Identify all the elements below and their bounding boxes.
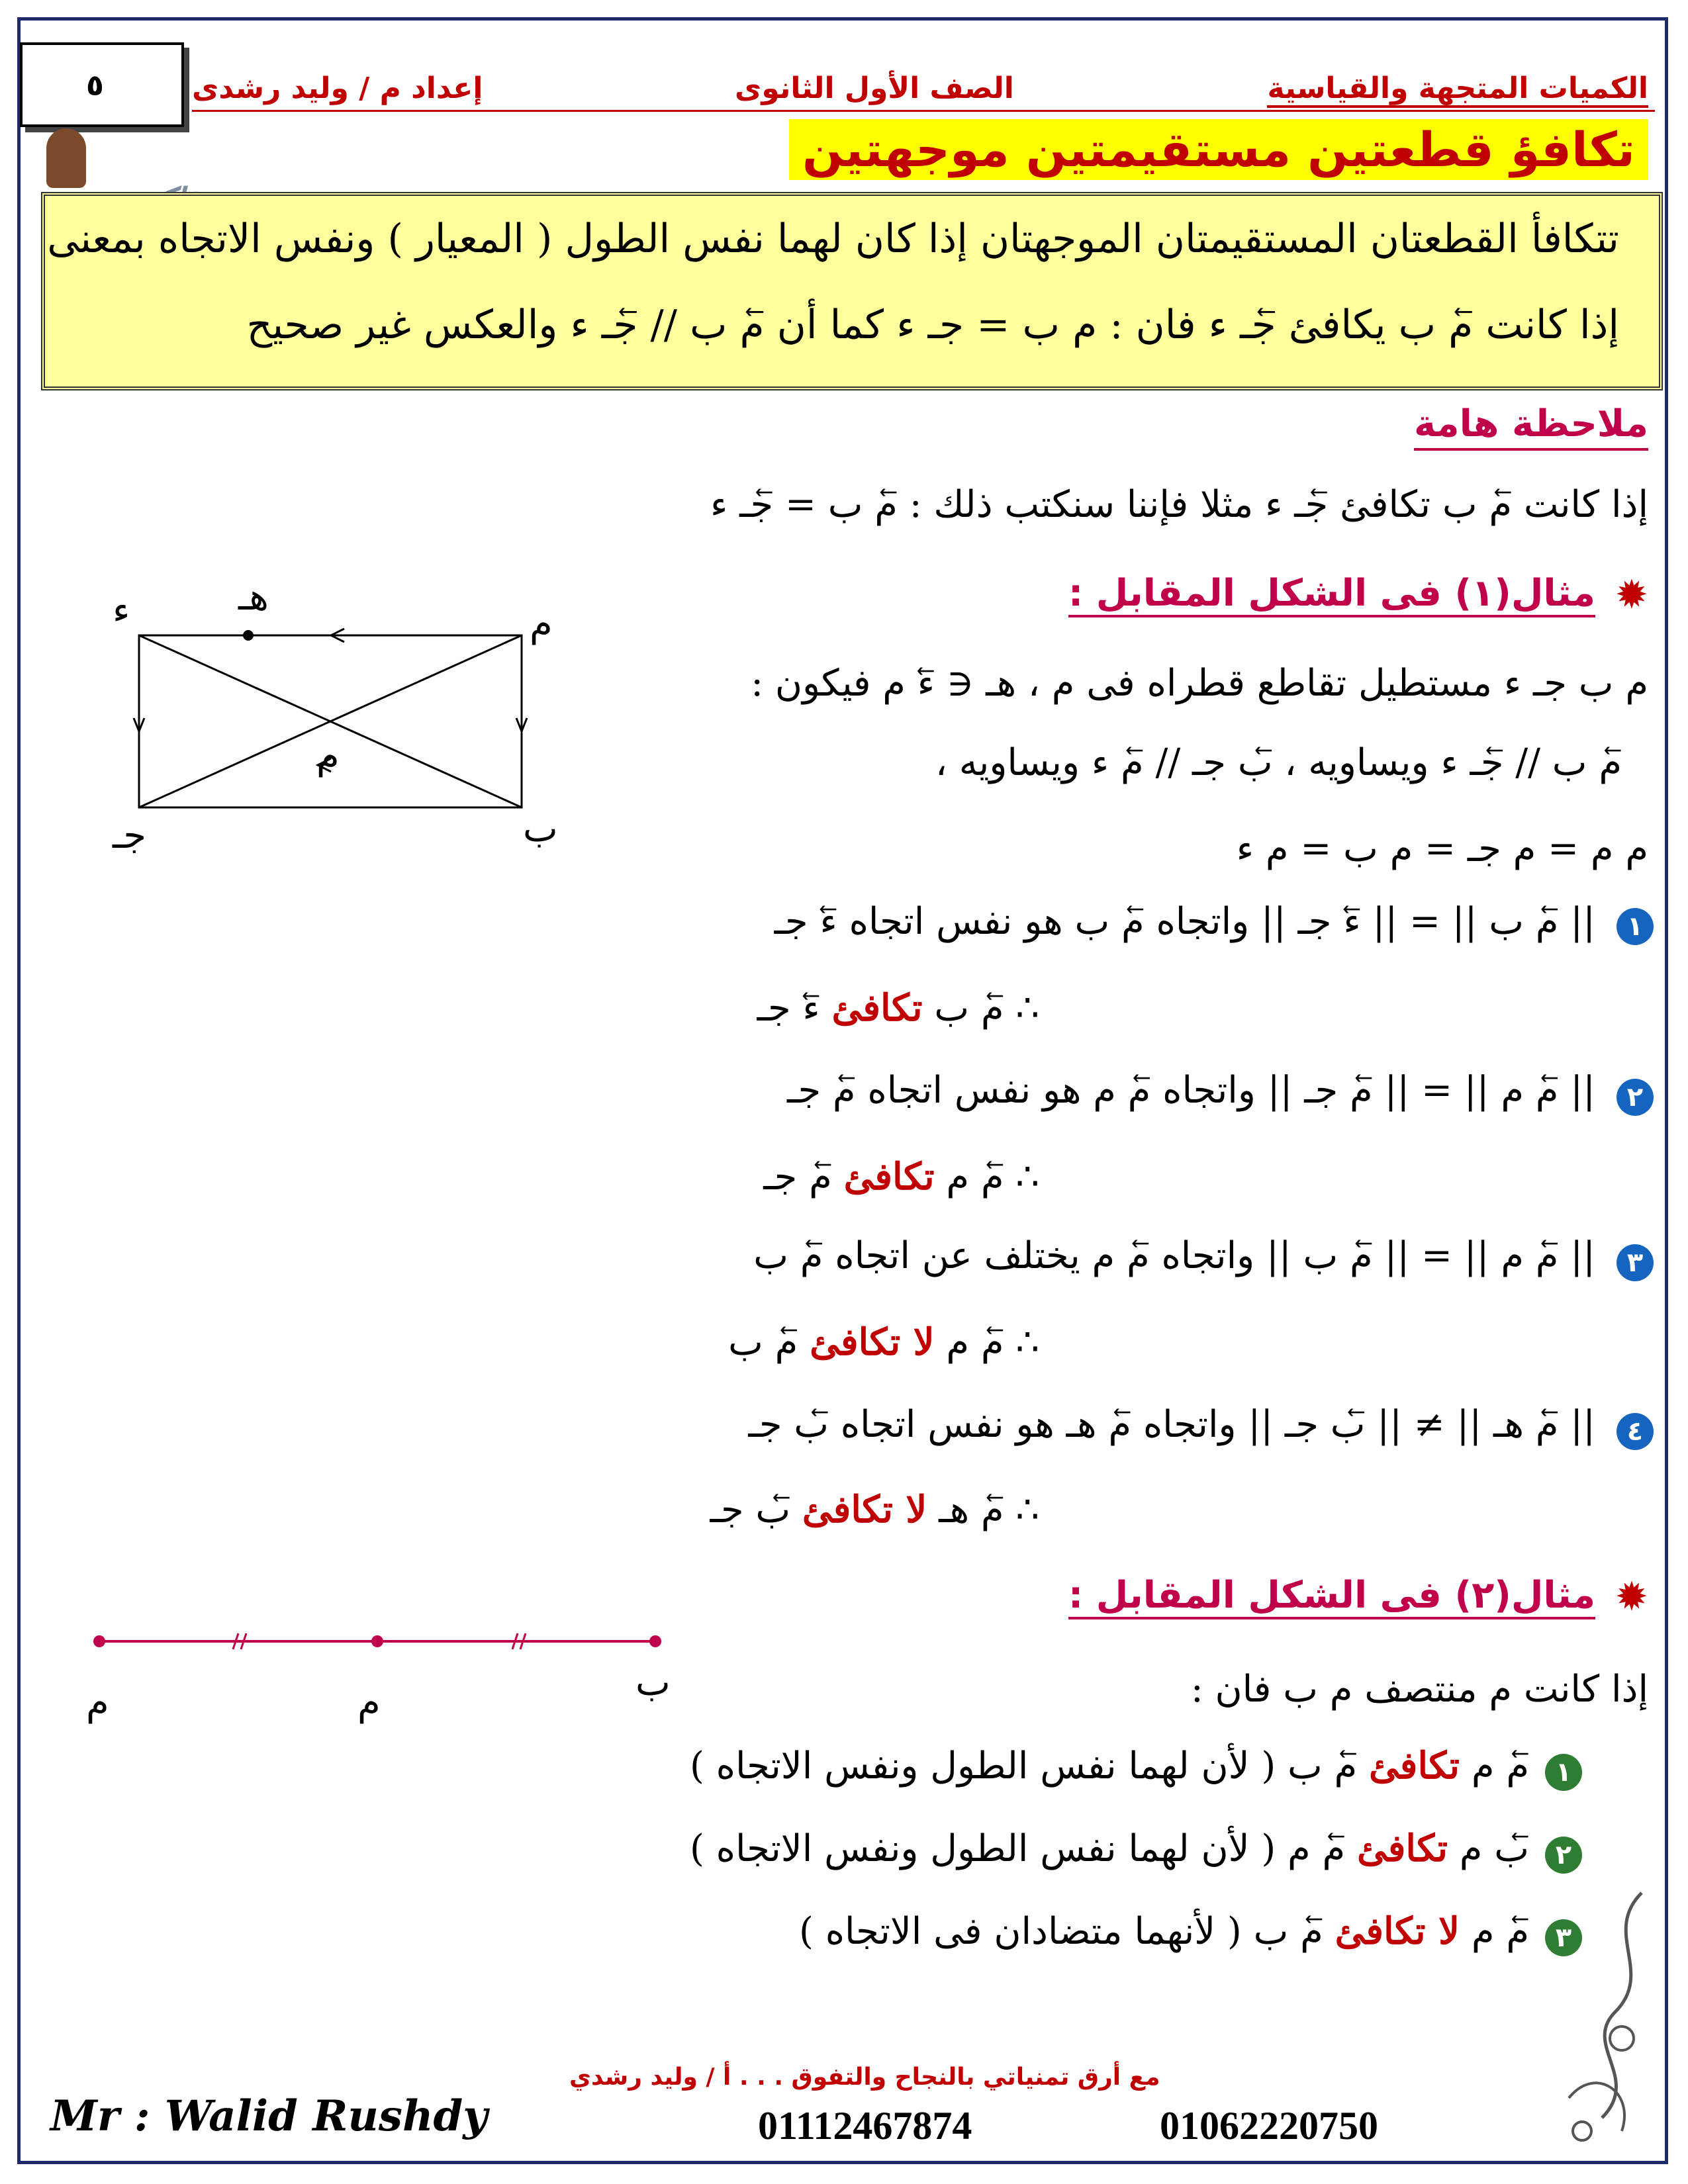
item3-post: ⃖م ب <box>728 1321 798 1364</box>
ex2-item3-verdict: لا تكافئ <box>1335 1909 1460 1953</box>
example2-intro: إذا كانت م منتصف م ب فان : <box>1190 1668 1648 1711</box>
ex2-item1-bullet: ١ <box>1545 1754 1582 1791</box>
ex2-item3-rhs: ⃖م ب <box>1253 1910 1323 1953</box>
item4-post: ⃖ب جـ <box>710 1488 791 1531</box>
note-text: إذا كانت ⃖م ب تكافئ ⃖جـ ء مثلا فإننا سنكتب ذلك : ⃖م ب = ⃖جـ ء <box>710 483 1648 526</box>
ex2-item3-reason: ( لأنهما متضادان فى الاتجاه ) <box>799 1910 1242 1953</box>
label-m: م <box>316 735 340 778</box>
item1-result <box>757 986 1039 1030</box>
ex2-item1-reason: ( لأن لهما نفس الطول ونفس الاتجاه ) <box>690 1745 1276 1788</box>
label-b: ب <box>523 807 558 850</box>
ex2-item2 <box>690 1827 1529 1870</box>
example1-line-2: ⃖م ب // ⃖جـ ء ويساويه ، ⃖ب جـ // ⃖م ء ويساويه ، <box>935 741 1622 784</box>
example2-title: مثال(٢) فى الشكل المقابل : <box>1068 1574 1595 1619</box>
banner-title: تكافؤ قطعتين مستقيمتين موجهتين <box>789 119 1648 180</box>
header-rule <box>192 110 1655 112</box>
label-e: هـ <box>238 576 269 619</box>
item3-statement: || ⃖م م || = || ⃖م ب || واتجاه ⃖م م يختلف عن اتجاه ⃖م ب <box>753 1234 1595 1277</box>
item3-bullet: ٣ <box>1617 1244 1654 1281</box>
item4-result <box>710 1488 1039 1531</box>
star-icon: ✹ <box>1615 572 1648 618</box>
ex2-item2-lhs: ⃖ب م <box>1459 1827 1529 1870</box>
ex2-item1-verdict: تكافئ <box>1369 1744 1460 1788</box>
item1-pre: ∴ ⃖م ب <box>934 987 1039 1030</box>
example1-line-3: م م = م جـ = م ب = م ء <box>1236 827 1648 870</box>
segment-figure <box>86 1628 682 1668</box>
star-icon-2: ✹ <box>1615 1574 1648 1620</box>
item3-pre: ∴ ⃖م م <box>946 1321 1039 1364</box>
ex2-item2-reason: ( لأن لهما نفس الطول ونفس الاتجاه ) <box>690 1827 1276 1870</box>
rectangle-figure <box>99 576 576 854</box>
seg-label-a: م <box>86 1681 109 1724</box>
logo-figure <box>46 128 86 188</box>
item1-post: ⃖ء جـ <box>757 987 820 1030</box>
item1-verdict: تكافئ <box>831 986 923 1030</box>
item4-statement: || ⃖م هـ || ≠ || ⃖ب جـ || واتجاه ⃖م هـ هو نفس اتجاه ⃖ب جـ <box>748 1403 1595 1446</box>
phone-2: 01062220750 <box>1160 2104 1378 2148</box>
example1-title: مثال(١) فى الشكل المقابل : <box>1068 572 1595 617</box>
label-c: جـ <box>113 814 147 857</box>
author-label: إعداد م / وليد رشدى <box>192 71 483 105</box>
unit-title: الكميات المتجهة والقياسية <box>1267 71 1648 108</box>
ex2-item1 <box>690 1744 1529 1788</box>
item3-result <box>728 1320 1039 1364</box>
page-number: ٥ <box>86 69 104 103</box>
item2-post: ⃖م جـ <box>763 1156 832 1199</box>
ex2-item2-rhs: ⃖م م <box>1287 1827 1346 1870</box>
ex2-item3-bullet: ٣ <box>1545 1919 1582 1956</box>
signature: Mr : Walid Rushdy <box>50 2091 488 2141</box>
item3-verdict: لا تكافئ <box>810 1320 935 1364</box>
phone-1: 01112467874 <box>758 2104 972 2148</box>
definition-line-2: إذا كانت ⃖م ب يكافئ ⃖جـ ء فان : م ب = جـ ء كما أن ⃖م ب // ⃖جـ ء والعكس غير صحيح <box>246 302 1619 348</box>
item2-statement: || ⃖م م || = || ⃖م جـ || واتجاه ⃖م م هو نفس اتجاه ⃖م جـ <box>787 1069 1595 1112</box>
item2-bullet: ٢ <box>1617 1079 1654 1116</box>
item4-pre: ∴ ⃖م هـ <box>939 1488 1039 1531</box>
definition-line-1: تتكافأ القطعتان المستقيمتان الموجهتان إذا كان لهما نفس الطول ( المعيار ) ونفس الاتجاه بمعنى <box>47 216 1619 262</box>
ex2-item2-verdict: تكافئ <box>1356 1827 1448 1870</box>
grade-label: الصف الأول الثانوى <box>735 71 1014 105</box>
seg-label-m: م <box>357 1681 381 1724</box>
item2-pre: ∴ ⃖م م <box>946 1156 1039 1199</box>
example1-line-1: م ب جـ ء مستطيل تقاطع قطراه فى م ، هـ ∈ ⃖ء م فيكون : <box>751 662 1648 705</box>
footer-wish: مع أرق تمنياتي بالنجاح والتفوق . . . أ / وليد رشدي <box>569 2064 1160 2091</box>
item1-bullet: ١ <box>1617 908 1654 945</box>
ex2-item3-lhs: ⃖م م <box>1471 1910 1529 1953</box>
corner-ornament <box>1542 1880 1662 2158</box>
item2-verdict: تكافئ <box>843 1155 935 1199</box>
ex2-item2-bullet: ٢ <box>1545 1837 1582 1874</box>
ex2-item3 <box>799 1909 1529 1953</box>
note-title: ملاحظة هامة <box>1414 402 1648 451</box>
item1-statement: || ⃖م ب || = || ⃖ء جـ || واتجاه ⃖م ب هو نفس اتجاه ⃖ء جـ <box>774 900 1595 943</box>
item4-verdict: لا تكافئ <box>802 1488 927 1531</box>
ex2-item1-lhs: ⃖م م <box>1471 1745 1529 1788</box>
label-d: ء <box>113 589 130 632</box>
definition-box <box>41 192 1663 390</box>
label-a: م <box>530 602 553 645</box>
seg-label-b: ب <box>635 1661 671 1704</box>
item4-bullet: ٤ <box>1617 1413 1654 1450</box>
ex2-item1-rhs: ⃖م ب <box>1287 1745 1358 1788</box>
item2-result <box>763 1155 1039 1199</box>
